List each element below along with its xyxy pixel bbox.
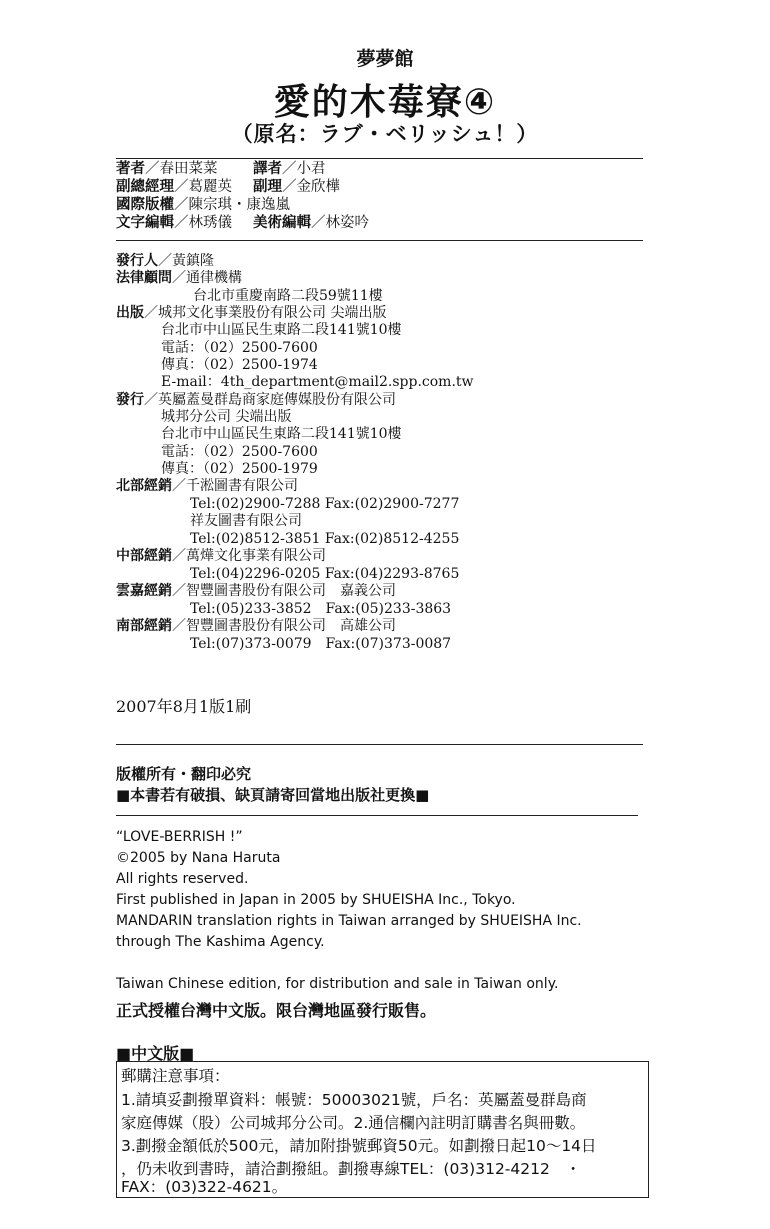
- book-title: 愛的木莓寮④: [273, 82, 497, 123]
- distributor-address: 台北市中山區民生東路二段141號10樓: [161, 426, 402, 442]
- distributor-line: 發行／英屬蓋曼群島商家庭傳媒股份有限公司: [116, 392, 396, 408]
- chiayi-line: 雲嘉經銷／智豐圖書股份有限公司 嘉義公司: [116, 583, 396, 599]
- press-line: 出版／城邦文化事業股份有限公司 尖端出版: [116, 305, 387, 321]
- english-copyright: ©2005 by Nana Haruta: [116, 850, 281, 866]
- credit-value: 小君: [296, 161, 326, 177]
- chiayi-name: 智豐圖書股份有限公司 嘉義公司: [186, 583, 396, 599]
- north-name: 千淞圖書有限公司: [186, 478, 298, 494]
- notice-title: 郵購注意事項：: [121, 1067, 230, 1085]
- press-label: 出版: [116, 305, 144, 321]
- chiayi-label: 雲嘉經銷: [116, 583, 172, 599]
- distributor-name: 英屬蓋曼群島商家庭傳媒股份有限公司: [158, 392, 396, 408]
- original-title: （原名：ラブ・ベリッシュ！）: [231, 122, 539, 146]
- north-tel-2: Tel:(02)8512-3851 Fax:(02)8512-4255: [190, 531, 460, 547]
- south-name: 智豐圖書股份有限公司 高雄公司: [186, 618, 396, 634]
- english-title: “LOVE-BERRISH !”: [116, 829, 243, 845]
- credit-row-author: 著者／春田菜菜: [116, 161, 218, 177]
- credit-label: 著者: [116, 161, 145, 177]
- press-fax: 傳真：（02）2500-1974: [161, 357, 318, 373]
- series-name: 夢夢館: [356, 48, 414, 70]
- press-phone: 電話：（02）2500-7600: [161, 340, 318, 356]
- press-address: 台北市中山區民生東路二段141號10樓: [161, 322, 402, 338]
- divider-rights: [116, 815, 638, 816]
- credit-label: 美術編輯: [253, 215, 311, 231]
- chinese-edition-header: ■中文版■: [116, 1044, 195, 1063]
- credit-label: 副總經理: [116, 179, 174, 195]
- english-edition-note: Taiwan Chinese edition, for distribution and sale in Taiwan only.: [116, 976, 559, 992]
- distributor-label: 發行: [116, 392, 144, 408]
- credit-row-intl-rights: 國際版權／陳宗琪・康逸嵐: [116, 197, 290, 213]
- credit-value: 陳宗琪・康逸嵐: [188, 197, 290, 213]
- notice-line-2: 家庭傳媒（股）公司城邦分公司。2.通信欄內註明訂購書名與冊數。: [121, 1114, 586, 1132]
- credit-label: 文字編輯: [116, 215, 174, 231]
- credit-value: 葛麗英: [188, 179, 232, 195]
- notice-line-4: ，仍未收到書時，請洽劃撥組。劃撥專線TEL：(03)312-4212 ・: [121, 1160, 581, 1178]
- notice-line-1: 1.請填妥劃撥單資料：帳號：50003021號，戶名：英屬蓋曼群島商: [121, 1091, 587, 1109]
- south-line: 南部經銷／智豐圖書股份有限公司 高雄公司: [116, 618, 396, 634]
- central-line: 中部經銷／萬燁文化事業有限公司: [116, 548, 326, 564]
- legal-label: 法律顧問: [116, 270, 172, 286]
- english-reserved: All rights reserved.: [116, 871, 249, 887]
- english-first-published: First published in Japan in 2005 by SHUEISHA Inc., Tokyo.: [116, 892, 516, 908]
- press-email: E-mail：4th_department@mail2.spp.com.tw: [161, 374, 474, 390]
- rights-reserved: 版權所有・翻印必究: [116, 765, 252, 783]
- legal-firm: 通律機構: [186, 270, 242, 286]
- credit-row-art-editor: 美術編輯／林姿吟: [253, 215, 369, 231]
- distributor-phone: 電話：（02）2500-7600: [161, 444, 318, 460]
- credit-value: 金欣樺: [296, 179, 340, 195]
- damage-notice: ■本書若有破損、缺頁請寄回當地出版社更換■: [116, 786, 430, 804]
- divider-top: [116, 158, 643, 159]
- notice-line-3: 3.劃撥金額低於500元，請加附掛號郵資50元。如劃撥日起10～14日: [121, 1137, 597, 1155]
- credit-row-vice-gm: 副總經理／葛麗英: [116, 179, 232, 195]
- mail-order-notice-box: [116, 1061, 649, 1198]
- publisher-line: 發行人／黃鎮隆: [116, 253, 214, 269]
- south-label: 南部經銷: [116, 618, 172, 634]
- press-name: 城邦文化事業股份有限公司 尖端出版: [158, 305, 387, 321]
- notice-line-5: FAX：(03)322-4621。: [121, 1178, 288, 1196]
- divider-credits: [116, 240, 643, 241]
- english-mandarin-rights: MANDARIN translation rights in Taiwan arranged by SHUEISHA Inc.: [116, 913, 582, 929]
- credit-row-text-editor: 文字編輯／林琇儀: [116, 215, 232, 231]
- credit-label: 國際版權: [116, 197, 174, 213]
- central-name: 萬燁文化事業有限公司: [186, 548, 326, 564]
- north-name-2: 祥友圖書有限公司: [190, 513, 302, 529]
- central-tel: Tel:(04)2296-0205 Fax:(04)2293-8765: [190, 566, 460, 582]
- divider-edition: [116, 744, 643, 745]
- chiayi-tel: Tel:(05)233-3852 Fax:(05)233-3863: [190, 601, 452, 617]
- credit-row-translator: 譯者／小君: [253, 161, 326, 177]
- edition-date: 2007年8月1版1刷: [116, 697, 252, 716]
- north-line: 北部經銷／千淞圖書有限公司: [116, 478, 298, 494]
- publisher-label: 發行人: [116, 253, 158, 269]
- legal-address: 台北市重慶南路二段59號11樓: [193, 288, 383, 304]
- english-agency: through The Kashima Agency.: [116, 934, 325, 950]
- credit-value: 林姿吟: [325, 215, 369, 231]
- legal-line: 法律顧問／通律機構: [116, 270, 242, 286]
- south-tel: Tel:(07)373-0079 Fax:(07)373-0087: [190, 636, 452, 652]
- distributor-branch: 城邦分公司 尖端出版: [161, 409, 292, 425]
- north-tel: Tel:(02)2900-7288 Fax:(02)2900-7277: [190, 496, 460, 512]
- credit-value: 春田菜菜: [159, 161, 218, 177]
- official-authorization: 正式授權台灣中文版。限台灣地區發行販售。: [116, 1001, 437, 1020]
- distributor-fax: 傳真：（02）2500-1979: [161, 461, 318, 477]
- publisher-name: 黃鎮隆: [172, 253, 214, 269]
- central-label: 中部經銷: [116, 548, 172, 564]
- credit-label: 譯者: [253, 161, 282, 177]
- credit-label: 副理: [253, 179, 282, 195]
- credit-value: 林琇儀: [188, 215, 232, 231]
- north-label: 北部經銷: [116, 478, 172, 494]
- credit-row-assistant-manager: 副理／金欣樺: [253, 179, 340, 195]
